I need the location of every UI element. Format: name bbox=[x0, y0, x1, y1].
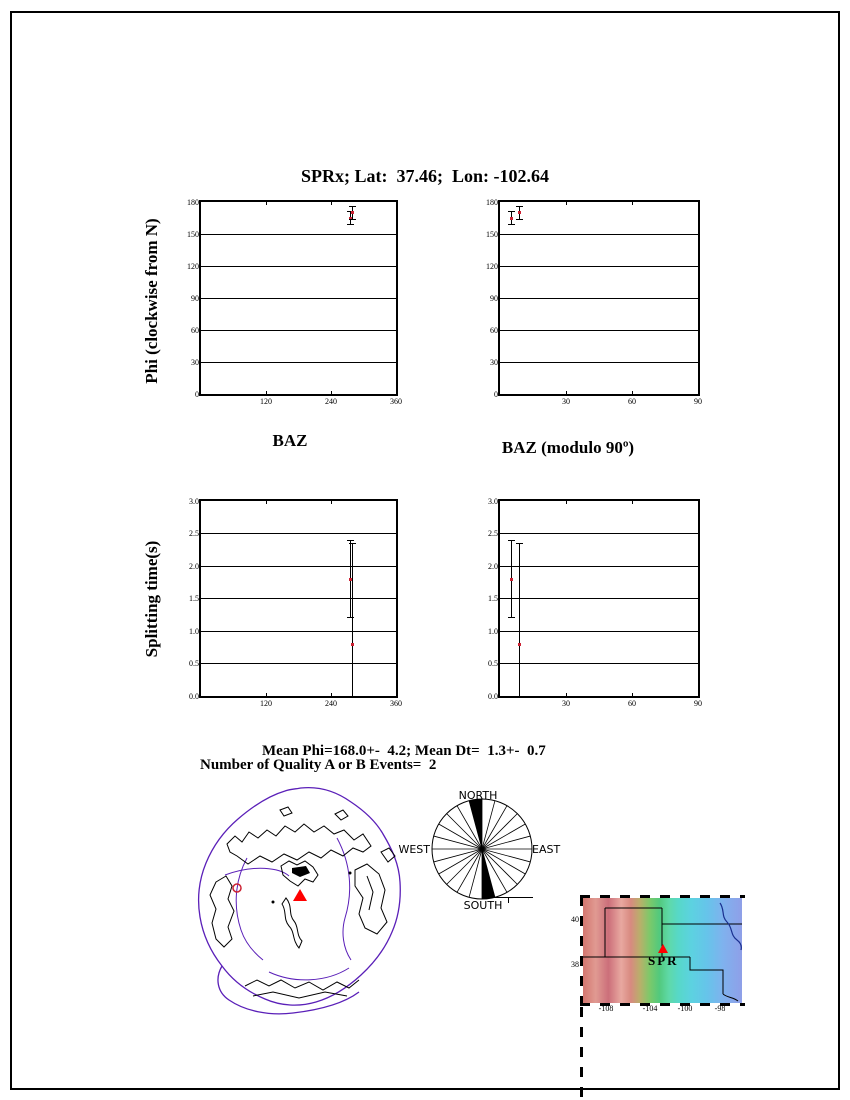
error-bar-cap bbox=[508, 224, 515, 225]
topo-xtick: -108 bbox=[598, 1004, 614, 1013]
chart-phi-vs-baz-mod90 bbox=[486, 197, 702, 406]
gridline bbox=[500, 598, 698, 599]
x-tick-mark bbox=[266, 202, 267, 205]
x-tick-mark bbox=[632, 391, 633, 394]
plate-boundaries bbox=[225, 838, 351, 980]
topo-ytick-40: 40 bbox=[571, 915, 579, 924]
error-bar-cap bbox=[349, 219, 356, 220]
x-tick-label: 360 bbox=[390, 397, 402, 406]
x-tick-mark bbox=[266, 693, 267, 696]
x-tick-mark bbox=[396, 501, 397, 504]
station-marker-topo bbox=[658, 944, 668, 953]
error-bar bbox=[352, 543, 353, 696]
rose-scale-bar bbox=[488, 897, 533, 898]
dt-axis-label: Splitting time(s) bbox=[142, 540, 161, 658]
error-bar-cap bbox=[349, 206, 356, 207]
gridline bbox=[500, 663, 698, 664]
data-point bbox=[510, 217, 513, 220]
y-tick-label: 2.0 bbox=[488, 561, 498, 571]
event-count-text: Number of Quality A or B Events= 2 bbox=[200, 757, 437, 773]
x-tick-mark bbox=[632, 202, 633, 205]
x-tick-mark bbox=[566, 202, 567, 205]
y-tick-label: 2.0 bbox=[189, 561, 199, 571]
rose-sector-line bbox=[434, 849, 482, 862]
rose-scale-tick bbox=[508, 897, 509, 903]
page-title: SPRx; Lat: 37.46; Lon: -102.64 bbox=[301, 166, 549, 186]
x-tick-label: 60 bbox=[628, 699, 636, 708]
x-tick-label: 90 bbox=[694, 699, 702, 708]
gridline bbox=[500, 362, 698, 363]
y-tick-label: 0.5 bbox=[488, 659, 498, 668]
topo-ytick-38: 38 bbox=[571, 960, 579, 969]
topo-xtick: -98 bbox=[714, 1004, 726, 1013]
rose-sector-line bbox=[434, 836, 482, 849]
y-tick-label: 180 bbox=[187, 197, 199, 207]
x-tick-mark bbox=[632, 501, 633, 504]
gridline bbox=[201, 566, 396, 567]
x-tick-mark bbox=[266, 391, 267, 394]
y-tick-label: 0 bbox=[494, 389, 498, 399]
x-tick-mark bbox=[331, 202, 332, 205]
x-tick-mark bbox=[566, 391, 567, 394]
gridline bbox=[201, 362, 396, 363]
x-tick-mark bbox=[566, 501, 567, 504]
chart-dt-vs-baz bbox=[189, 496, 402, 708]
error-bar-cap bbox=[516, 543, 523, 544]
y-tick-label: 1.5 bbox=[189, 594, 199, 603]
y-tick-label: 120 bbox=[486, 261, 498, 271]
x-tick-mark bbox=[396, 391, 397, 394]
data-point bbox=[518, 643, 521, 646]
x-tick-mark bbox=[632, 693, 633, 696]
y-tick-label: 90 bbox=[490, 293, 498, 303]
rose-label-west: WEST bbox=[398, 843, 430, 856]
x-tick-label: 240 bbox=[325, 397, 337, 406]
y-tick-label: 2.5 bbox=[189, 529, 199, 538]
map-frame-right bbox=[580, 1006, 583, 1100]
x-tick-mark bbox=[396, 202, 397, 205]
x-tick-label: 120 bbox=[260, 699, 272, 708]
gridline bbox=[201, 330, 396, 331]
gridline bbox=[201, 533, 396, 534]
gridline bbox=[500, 266, 698, 267]
y-tick-label: 1.5 bbox=[488, 594, 498, 603]
y-tick-label: 90 bbox=[191, 293, 199, 303]
x-tick-mark bbox=[566, 693, 567, 696]
y-tick-label: 1.0 bbox=[488, 626, 498, 636]
error-bar-cap bbox=[508, 617, 515, 618]
station-marker-worldmap bbox=[293, 889, 307, 901]
rose-filled-sector bbox=[469, 799, 482, 849]
rose-sector-line bbox=[482, 849, 530, 862]
mean-stats-text: Mean Phi=168.0+- 4.2; Mean Dt= 1.3+- 0.7 bbox=[262, 743, 546, 759]
y-tick-label: 150 bbox=[486, 229, 498, 239]
error-bar-cap bbox=[508, 540, 515, 541]
error-bar-cap bbox=[516, 219, 523, 220]
x-tick-label: 120 bbox=[260, 397, 272, 406]
rose-sector-line bbox=[482, 801, 495, 849]
x-tick-mark bbox=[698, 391, 699, 394]
x-tick-label: 60 bbox=[628, 397, 636, 406]
data-point bbox=[351, 643, 354, 646]
error-bar-cap bbox=[349, 543, 356, 544]
y-tick-label: 150 bbox=[187, 229, 199, 239]
y-tick-label: 2.5 bbox=[488, 529, 498, 538]
gridline bbox=[500, 330, 698, 331]
rose-label-north: NORTH bbox=[458, 789, 498, 802]
gridline bbox=[500, 566, 698, 567]
topo-xtick: -104 bbox=[642, 1004, 658, 1013]
data-point bbox=[351, 211, 354, 214]
gridline bbox=[201, 663, 396, 664]
y-tick-label: 0.5 bbox=[189, 659, 199, 668]
x-tick-mark bbox=[331, 501, 332, 504]
y-tick-label: 3.0 bbox=[488, 496, 498, 506]
chart-phi-vs-baz bbox=[187, 197, 402, 406]
x-tick-label: 360 bbox=[390, 699, 402, 708]
error-bar-cap bbox=[508, 211, 515, 212]
gridline bbox=[500, 533, 698, 534]
y-tick-label: 0 bbox=[195, 389, 199, 399]
x-tick-mark bbox=[331, 693, 332, 696]
y-tick-label: 3.0 bbox=[189, 496, 199, 506]
gridline bbox=[201, 631, 396, 632]
gridline bbox=[201, 298, 396, 299]
topo-map bbox=[571, 895, 745, 1013]
y-tick-label: 1.0 bbox=[189, 626, 199, 636]
gridline bbox=[500, 234, 698, 235]
gridline bbox=[500, 298, 698, 299]
gridline bbox=[500, 631, 698, 632]
y-tick-label: 180 bbox=[486, 197, 498, 207]
error-bar bbox=[519, 543, 520, 696]
x-tick-mark bbox=[698, 501, 699, 504]
x-tick-label: 30 bbox=[562, 699, 570, 708]
rose-sector-line bbox=[469, 849, 482, 897]
x-tick-mark bbox=[331, 391, 332, 394]
baz-axis-label: BAZ bbox=[272, 431, 308, 450]
rose-sector-line bbox=[482, 836, 530, 849]
station-label: SPR bbox=[648, 953, 679, 968]
y-tick-label: 120 bbox=[187, 261, 199, 271]
error-bar-cap bbox=[347, 224, 354, 225]
rose-diagram bbox=[422, 786, 542, 912]
x-tick-label: 240 bbox=[325, 699, 337, 708]
rose-label-east: EAST bbox=[532, 843, 561, 856]
x-tick-label: 90 bbox=[694, 397, 702, 406]
topo-xtick: -100 bbox=[677, 1004, 693, 1013]
y-tick-label: 0.0 bbox=[488, 691, 498, 701]
x-tick-label: 30 bbox=[562, 397, 570, 406]
rose-label-south: SOUTH bbox=[463, 899, 503, 912]
gridline bbox=[201, 266, 396, 267]
x-tick-mark bbox=[396, 693, 397, 696]
y-tick-label: 60 bbox=[191, 325, 199, 335]
baz-mod-axis-label: BAZ (modulo 90º) bbox=[501, 438, 635, 457]
x-tick-mark bbox=[698, 202, 699, 205]
data-point bbox=[518, 211, 521, 214]
data-point bbox=[510, 578, 513, 581]
gridline bbox=[201, 234, 396, 235]
map-frame-top bbox=[580, 895, 745, 898]
y-tick-label: 0.0 bbox=[189, 691, 199, 701]
y-tick-label: 30 bbox=[490, 357, 498, 367]
y-tick-label: 30 bbox=[191, 357, 199, 367]
map-dot bbox=[349, 872, 352, 875]
x-tick-mark bbox=[266, 501, 267, 504]
river-line bbox=[720, 903, 741, 950]
gridline bbox=[201, 598, 396, 599]
error-bar-cap bbox=[516, 206, 523, 207]
map-dot bbox=[272, 901, 275, 904]
chart-dt-vs-baz-mod90 bbox=[488, 496, 702, 708]
phi-axis-label: Phi (clockwise from N) bbox=[142, 218, 161, 384]
error-bar-cap bbox=[347, 540, 354, 541]
lakes-blob bbox=[292, 866, 310, 877]
x-tick-mark bbox=[698, 693, 699, 696]
y-tick-label: 60 bbox=[490, 325, 498, 335]
rose-filled-sector bbox=[482, 849, 495, 899]
